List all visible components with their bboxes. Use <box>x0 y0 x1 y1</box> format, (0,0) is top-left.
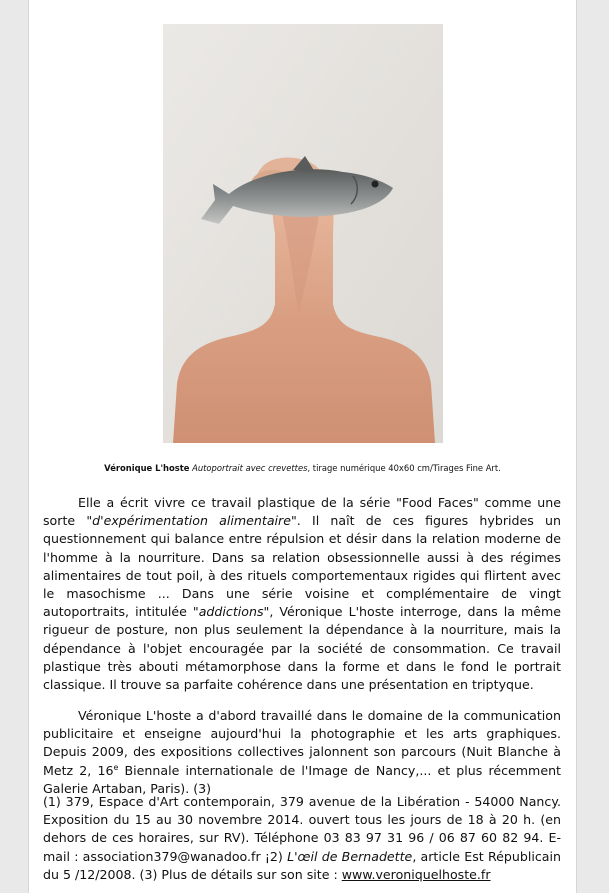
paragraph-notes <box>43 793 561 884</box>
paragraph-text: Biennale internationale de l'Image de Nancy,... et plus récemment Galerie Artaban, Paris). (3) <box>43 762 561 796</box>
caption-author: Véronique L'hoste <box>104 463 190 473</box>
paragraph-biography <box>43 707 561 798</box>
emphasis-text: L'œil de Bernadette <box>287 848 413 864</box>
photo-caption <box>28 463 577 473</box>
paragraph-food-faces <box>43 494 561 694</box>
photo-illustration <box>163 24 443 443</box>
paragraph-text: 2) <box>269 848 288 864</box>
website-link[interactable]: www.veroniquelhoste.fr <box>341 866 491 882</box>
caption-details: , tirage numérique 40x60 cm/Tirages Fine Art. <box>307 463 501 473</box>
paragraph-text: Elle a écrit vivre ce travail plastique de la série "Food Faces" comme une sorte " <box>43 495 561 529</box>
emphasis-text: d'expérimentation alimentaire <box>92 513 291 529</box>
paragraph-text: ". Il naît de ces figures hybrides un questionnement qui balance entre répulsion et désir dans la relation moderne de l'homme à la nourriture. Dans sa relation obsessionnelle aussi à des régimes alimentaires de tout poil, à des rituels comportementaux rigides qui flirtent avec le masochisme ... Dans une série voisine et complémentaire de vingt autoportraits, intitulée " <box>43 513 561 620</box>
emphasis-text: addictions <box>198 604 264 620</box>
paragraph-text: ", Véronique L'hoste interroge, dans la même rigueur de posture, non plus seulement la dépendance à la nourriture, mais la dépendance à l'objet encouragée par la société de consommation. Ce travail plastique très abouti métamorphose dans la forme et dans le fond le portrait classique. Il trouve sa parfaite cohérence dans une présentation en triptyque. <box>43 604 562 693</box>
artwork-photo <box>163 24 443 443</box>
paragraph-text: , article Est Républicain du 5 /12/2008. (3) Plus de détails sur son site : <box>43 848 561 882</box>
paragraph-text: Véronique L'hoste a d'abord travaillé dans le domaine de la communication publicitaire et enseigne aujourd'hui la photographie et les arts graphiques. Depuis 2009, des expositions collectives jalonnent son parcours (Nuit Blanche à Metz 2, 16 <box>43 708 561 778</box>
superscript: e <box>113 762 119 772</box>
caption-title: Autoportrait avec crevettes <box>192 463 308 473</box>
paragraph-text: (1) 379, Espace d'Art contemporain, 379 avenue de la Libération - 54000 Nancy. Exposition du 15 au 30 novembre 2014. ouvert tous les jours de 18 à 20 h. (en dehors de ces horaires, sur RV). Téléphone 03 83 97 31 96 / 06 87 60 82 94. E-mail : association379@wanadoo.fr ¡ <box>43 794 561 864</box>
